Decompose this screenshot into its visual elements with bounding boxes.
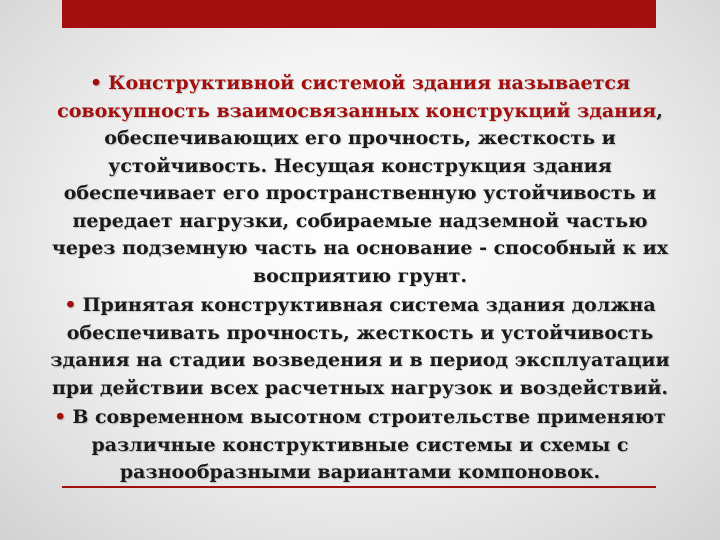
paragraph-text: , обеспечивающих его прочность, жесткость и устойчивость. Несущая конструкция здания обеспечивает его пространственную устойчивость и передает нагрузки, собираемые надземной частью через подземную часть на основание - способный к их восприятию грунт. — [51, 99, 669, 287]
paragraph-text: В современном высотном строительстве применяют различные конструктивные системы и схемы с разнообразными вариантами компоновок. — [72, 406, 666, 483]
paragraph-definition — [40, 70, 680, 290]
paragraph-highlight: Конструктивной системой здания называется совокупность взаимосвязанных конструкций здания — [57, 72, 657, 122]
paragraph-high-rise — [40, 404, 680, 487]
bottom-accent-line — [62, 486, 656, 488]
bullet-icon: • — [64, 294, 77, 316]
bullet-icon: • — [54, 406, 67, 428]
paragraph-text: Принятая конструктивная система здания должна обеспечивать прочность, жесткость и устойчивость здания на стадии возведения и в период эксплуатации при действии всех расчетных нагрузок и воздействий. — [50, 294, 670, 399]
top-accent-bar — [62, 0, 656, 28]
paragraph-requirements — [40, 292, 680, 402]
bullet-icon: • — [90, 72, 103, 94]
slide-body — [40, 70, 680, 489]
